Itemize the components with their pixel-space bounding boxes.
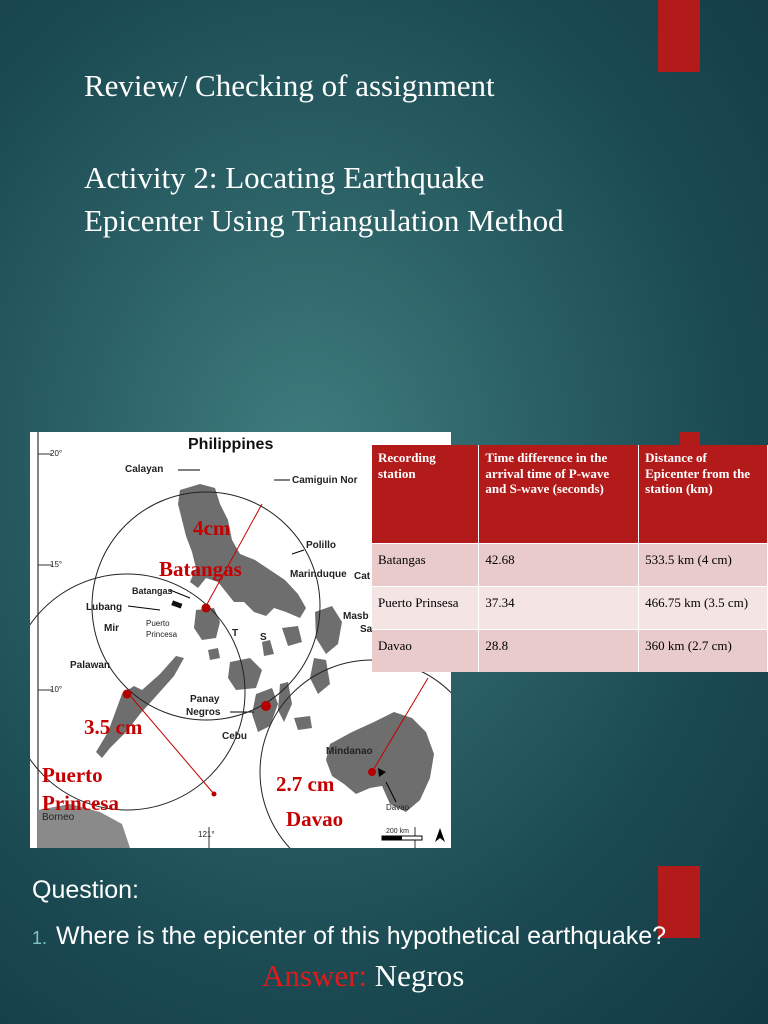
- svg-text:Cat: Cat: [354, 571, 371, 582]
- svg-text:Camiguin Nor: Camiguin Nor: [292, 475, 358, 486]
- station-data-table-container: [372, 445, 768, 672]
- time-cell: 28.8: [479, 630, 639, 673]
- svg-text:Marinduque: Marinduque: [290, 569, 347, 580]
- svg-text:Borneo: Borneo: [42, 812, 75, 823]
- masbate-island: [282, 626, 302, 646]
- leyte-island: [310, 658, 330, 694]
- slide-title: Review/ Checking of assignment: [84, 68, 495, 103]
- svg-text:Lubang: Lubang: [86, 602, 123, 613]
- small-islands: [208, 640, 274, 660]
- davao-label: Davao: [286, 807, 344, 831]
- table-accent-bar: [680, 432, 700, 446]
- svg-text:T: T: [232, 628, 239, 639]
- answer-line: [262, 958, 464, 994]
- distance-cell: 466.75 km (3.5 cm): [639, 587, 768, 630]
- table-row: [372, 544, 768, 587]
- batangas-station-dot: [202, 604, 211, 613]
- activity-title-line-1: Activity 2: Locating Earthquake: [84, 160, 485, 195]
- station-cell: Davao: [372, 630, 479, 673]
- batangas-label: Batangas: [159, 557, 242, 581]
- distance-cell: 360 km (2.7 cm): [639, 630, 768, 673]
- svg-text:Princesa: Princesa: [146, 630, 178, 639]
- svg-text:Davao: Davao: [386, 803, 410, 812]
- station-cell: Puerto Prinsesa: [372, 587, 479, 630]
- svg-text:200 km: 200 km: [386, 828, 409, 835]
- station-cell: Batangas: [372, 544, 479, 587]
- svg-text:Negros: Negros: [186, 707, 221, 718]
- davao-distance-label: 2.7 cm: [276, 772, 335, 796]
- header-recording-station: Recording station: [372, 445, 479, 544]
- bohol-island: [294, 716, 312, 730]
- time-cell: 37.34: [479, 587, 639, 630]
- mindanao-island: [326, 712, 434, 812]
- header-time-difference: Time difference in the arrival time of P-wave and S-wave (seconds): [479, 445, 639, 544]
- map-heading: Philippines: [188, 436, 274, 453]
- svg-text:Palawan: Palawan: [70, 660, 111, 671]
- svg-text:Masb: Masb: [343, 611, 369, 622]
- distance-cell: 533.5 km (4 cm): [639, 544, 768, 587]
- mindoro-island: [194, 608, 220, 640]
- puerto-princesa-station-dot: [123, 690, 132, 699]
- svg-text:Polillo: Polillo: [306, 540, 336, 551]
- time-cell: 42.68: [479, 544, 639, 587]
- table-row: [372, 630, 768, 673]
- batangas-distance-label: 4cm: [193, 516, 231, 540]
- svg-text:Sa: Sa: [360, 624, 373, 635]
- svg-text:10°: 10°: [50, 685, 63, 694]
- svg-text:Batangas: Batangas: [132, 586, 173, 596]
- station-data-table: [372, 445, 768, 672]
- header-distance: Distance of Epicenter from the station (km): [639, 445, 768, 544]
- epicenter-dot: [261, 701, 271, 711]
- davao-station-dot: [368, 768, 376, 776]
- luzon-island: [178, 484, 306, 618]
- svg-text:15°: 15°: [50, 560, 63, 569]
- answer-label: Answer:: [262, 958, 368, 993]
- svg-text:121°: 121°: [198, 830, 215, 839]
- table-row: [372, 587, 768, 630]
- table-header-row: [372, 445, 768, 544]
- svg-text:20°: 20°: [50, 449, 63, 458]
- svg-text:Puerto: Puerto: [146, 619, 170, 628]
- activity-title-line-2: Epicenter Using Triangulation Method: [84, 203, 564, 238]
- svg-text:Cebu: Cebu: [222, 731, 247, 742]
- question-label: Question:: [32, 876, 140, 904]
- svg-text:Calayan: Calayan: [125, 464, 164, 475]
- question-text: Where is the epicenter of this hypothetical earthquake?: [56, 922, 667, 950]
- samar-island: [315, 606, 342, 654]
- svg-text:Mir: Mir: [104, 623, 119, 634]
- puerto-label-line-2: Princesa: [42, 791, 119, 815]
- svg-text:Mindanao: Mindanao: [326, 746, 373, 757]
- puerto-princesa-distance-label: 3.5 cm: [84, 715, 143, 739]
- answer-value: Negros: [374, 958, 465, 993]
- puerto-label-line-1: Puerto: [42, 763, 103, 787]
- svg-text:S: S: [260, 632, 267, 643]
- svg-text:Panay: Panay: [190, 694, 220, 705]
- north-arrow-icon: [435, 828, 445, 842]
- question-number: 1.: [32, 928, 48, 948]
- top-accent-bar: [658, 0, 700, 72]
